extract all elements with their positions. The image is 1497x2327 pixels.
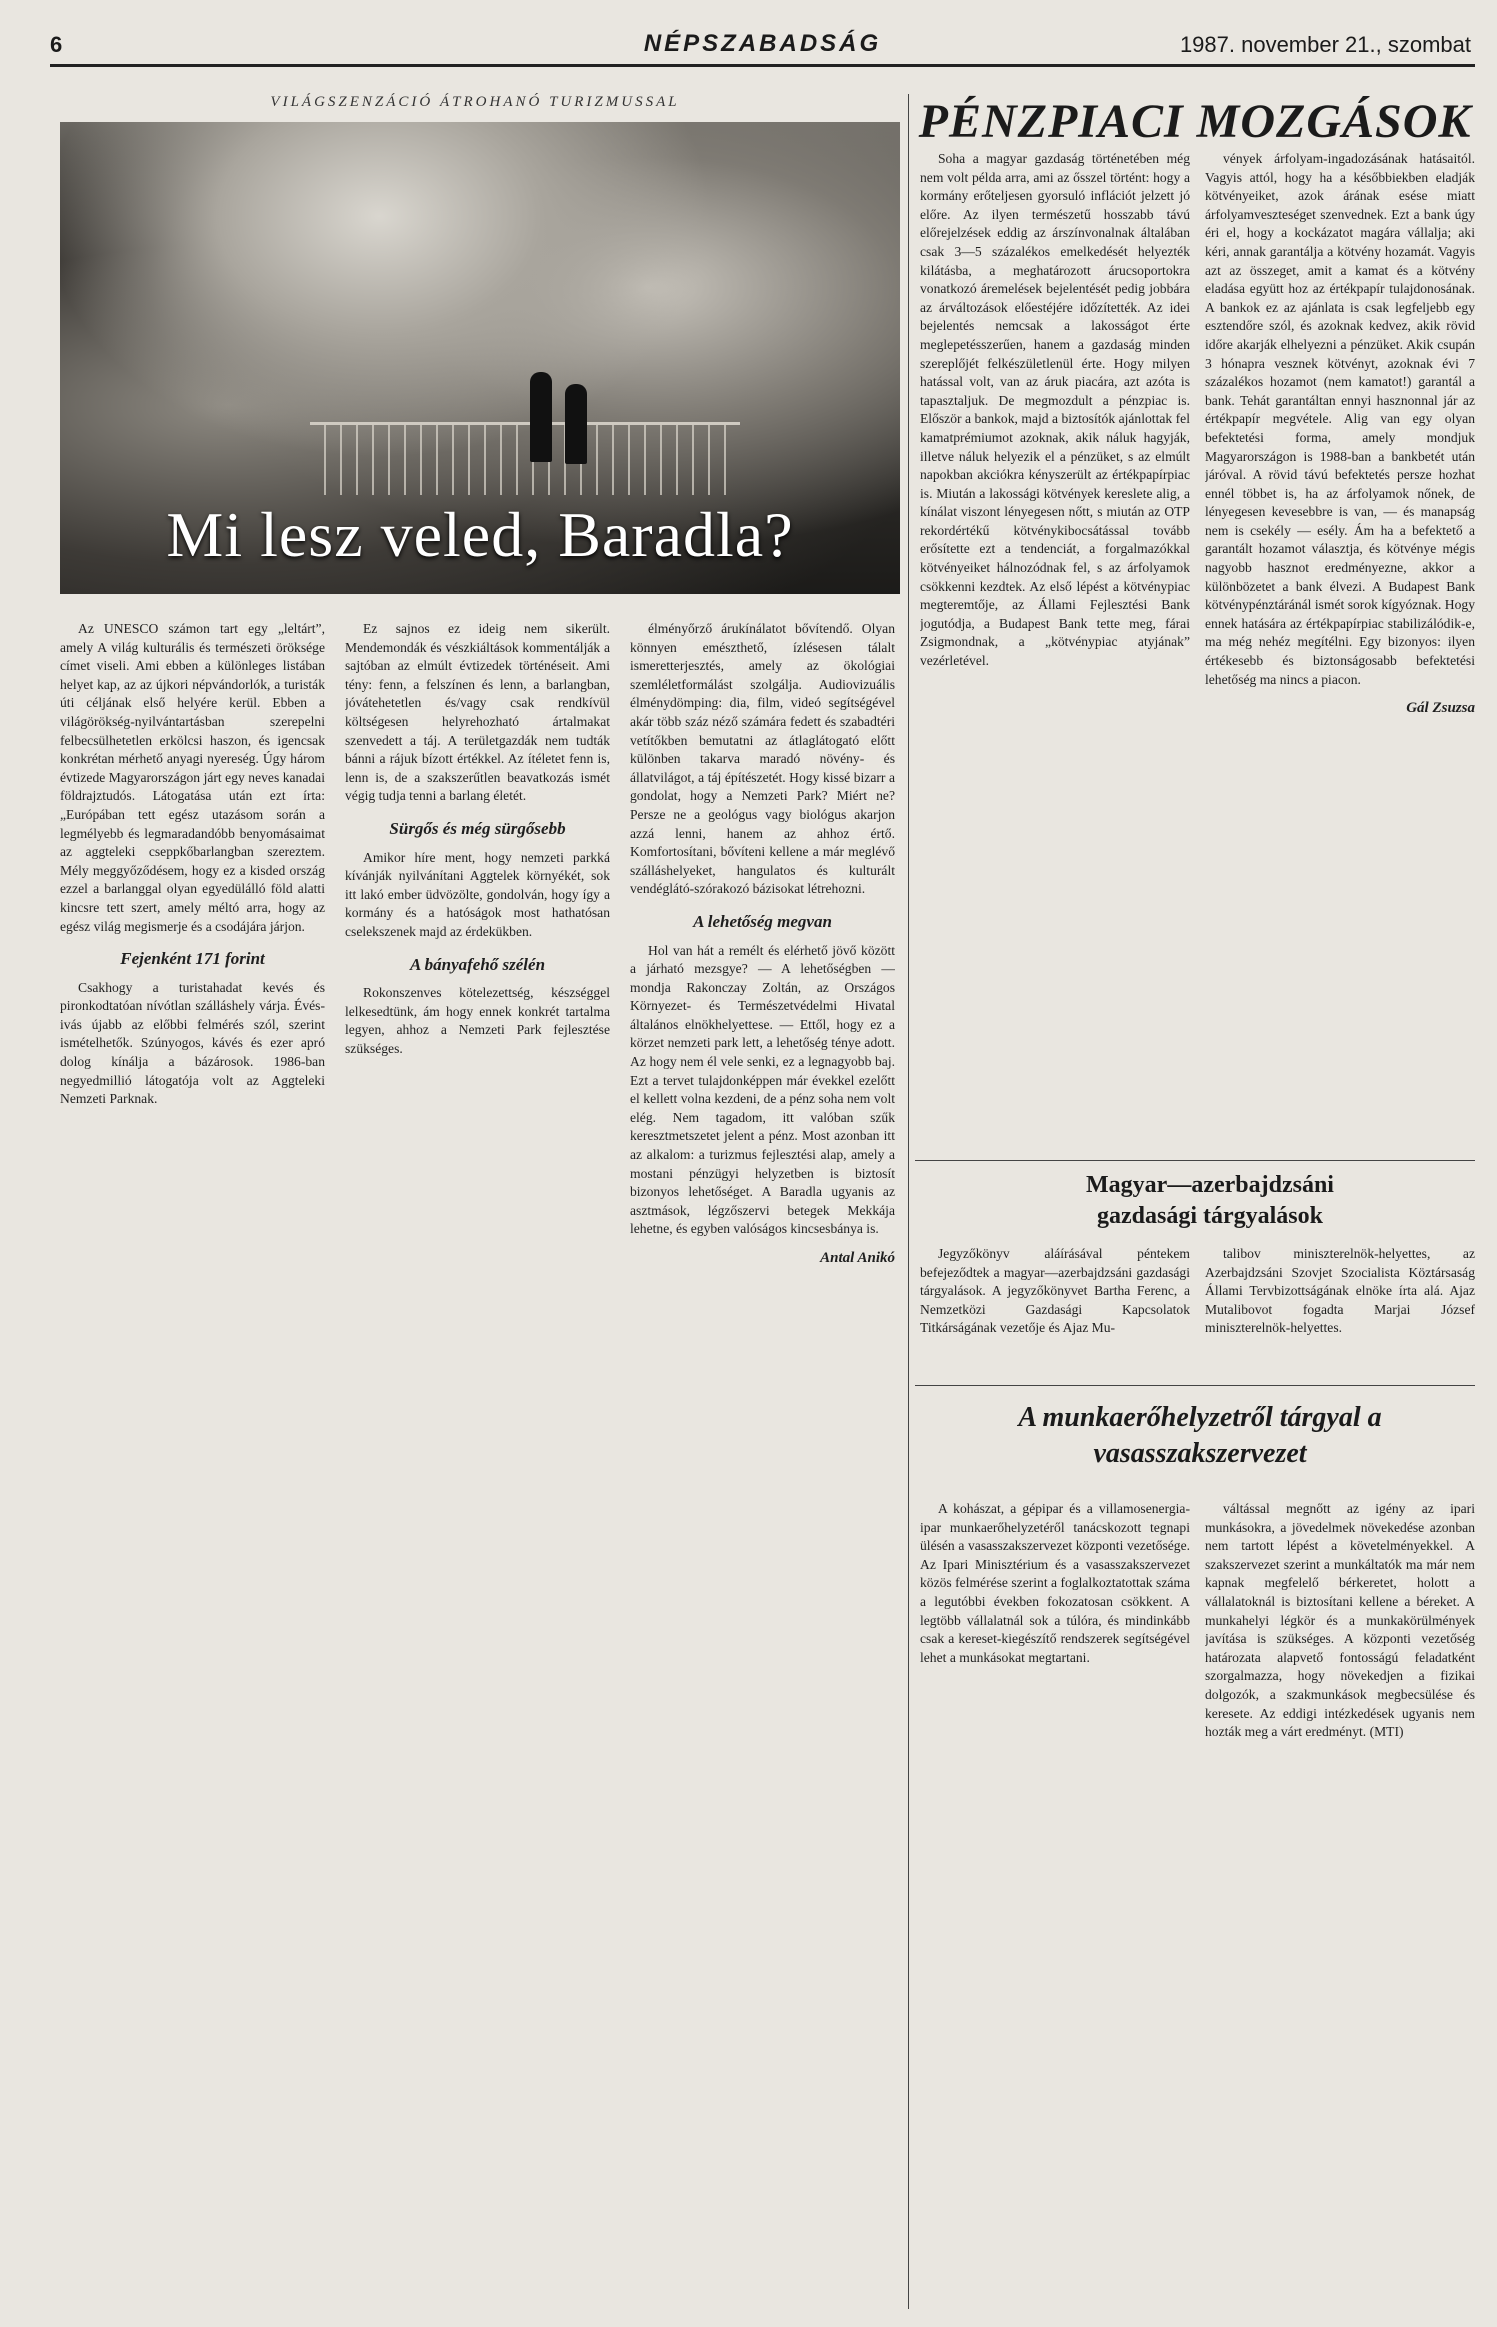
paragraph: Hol van hát a remélt és elérhető jövő között a járható mezsgye? — A lehetőségben — mondja Rakonczay Zoltán, az Országos Környezet- és Természetvédelmi Hivatal általános elnökhelyettese. — Ettől, hogy ez a körzet nemzeti park lett, a lehetőség ténye adott. Az hogy nem él vele senki, ez a legnagyobb baj. Ezt a tervet tulajdonképpen már évekkel ezelőtt el kellett volna kezdeni, de a pénz soha nem volt elég. Nem tagadom, itt valóban szűk keresztmetszetet jelent a pénz. Most azonban itt az alkalom: a turizmus fejlesztési alap, amely a mostani pénzügyi helyzetben is biztosít bizonyos lehetőséget. A Baradla ugyanis az asztmások, légzőszervi betegek Mekkája lehetne, és egyben valóságos kincsesbánya is. — [630, 942, 895, 1237]
railing-shape — [310, 422, 740, 495]
paragraph: Amikor híre ment, hogy nemzeti parkká kívánják nyilvánítani Aggtelek környékét, sok itt lakó ember üdvözölte, gondolván, hogy így a kormány és a hatóságok most hathatósan cselekszenek majd az érdekükben. — [345, 849, 610, 939]
azer-article-col-1 — [920, 1245, 1190, 1375]
right-article-col-1 — [920, 150, 1190, 1150]
person-silhouette — [565, 384, 587, 464]
vasas-article-title: A munkaerőhelyzetről tárgyal a vasasszakszervezet — [1018, 1402, 1382, 1469]
vasas-article-col-2 — [1205, 1500, 1475, 2310]
cave-photo — [60, 122, 900, 594]
paragraph: élményőrző árukínálatot bővítendő. Olyan könnyen emészthető, ízlésesen tálalt ismeretterjesztés, amely az ökológiai szemléletformálást szolgálja. Audiovizuális élménydömping: dia, film, videó segítségével akár több száz néző számára fedett és szabadtéri vetítőkben bemutatni az átlaglátogató előtt különben takarva maradó növény- és állatvilágot, a táj építészetét. Hogy kissé bizarr a gondolat, hogy a Nemzeti Park? Miért ne? Persze ne a geológus vagy biológus akarjon azzá lenni, hanem az ahhoz értő. Komfortosítani, bővíteni kellene a már meglévő szálláshelyeket, hangulatos és kulturált vendéglátó-szórakozó bázisokat létrehozni. — [630, 621, 895, 897]
subheading: A bányafehő szélén — [409, 954, 546, 974]
azer-article-col-2 — [1205, 1245, 1475, 1375]
right-article-col-2 — [1205, 150, 1475, 1150]
column-divider — [908, 94, 909, 2309]
byline: Gál Zsuzsa — [1406, 700, 1475, 717]
subheading: Fejenként 171 forint — [120, 949, 265, 969]
person-silhouette — [530, 372, 552, 462]
paragraph: Soha a magyar gazdaság történetében még nem volt példa arra, ami az ősszel történt: hogy a kormány erőteljesen gyorsuló inflációt jelzett jó előre. Az ilyen természetű hosszabb távú előrejelzések eddig az árszínvonalnak általában csak 3—5 százalékos emelkedését helyezték kilátásba, a meghatározott árucsoportokra vonatkozó áremelések bejelentését pedig jobbára az árváltozások előestéjére időzítették. Az idei bejelentés nemcsak a lakosságot érte meglepetésszerűen, hanem a gazdaság minden szereplőjét felkészületlenül érte. Hogy milyen hatással volt, van az áruk piacára, azt azóta is tapasztaljuk. De megmozdult a pénzpiac is. Először a bankok, majd a biztosítók ajánlottak fel kamatprémiumot azoknak, akik náluk hagyják, illetve náluk helyezik el a pénzüket, s az elmúlt napokban akciókra kényszerült az értékpapírpiac is. Miután a lakossági kötvények kereslete alig, a kínálat viszont lényegesen nőtt, s miután az OTP rekordértékű kötvénykibocsátással tovább erősítette ezt a tendenciát, a forgalmazókkal kötvényeiket hálnozódnak fel, s az árfolyamok csökkenni kezdtek. Az első lépést a kötvénypiac megteremtője, az Állami Fejlesztési Bank jogutódja, a Budapest Bank tette meg, fárai Zsigmondnak, a „kötvénypiac atyjának” vezérletével. — [920, 151, 1190, 669]
issue-date: 1987. november 21., szombat — [1179, 32, 1471, 57]
byline: Antal Anikó — [820, 1250, 895, 1266]
azer-article-title: Magyar—azerbajdzsáni gazdasági tárgyalások — [1086, 1172, 1334, 1229]
left-article-col-1 — [60, 620, 325, 2310]
subheading: Sürgős és még sürgősebb — [389, 818, 566, 838]
section-divider — [915, 1160, 1475, 1161]
left-article-col-3 — [630, 620, 895, 2310]
page-header — [50, 30, 1475, 67]
paragraph: vények árfolyam-ingadozásának hatásaitól. Vagyis attól, hogy ha a későbbiekben eladják kötvényeiket, azok árának esése miatt árfolyamveszteséget szenvednek. Ezt a bank úgy éri el, hogy a kockázatot magára vállalja; aki kéri, annak garantálja a kötvény hozamát. Vagyis azt az összeget, amit a kamat és a kötvény eladása együtt hoz az értékpapír tulajdonosának. A bankok ez az ajánlata is csak legfeljebb egy esztendőre szól, és azoknak kedvez, akik rövid időre akarják elhelyezni a pénzüket. Akik csupán 3 hónapra vesznek kötvényt, azoknak évi 7 százalékos hozamot (nem kamatot!) garantál a bank. Tehát garantáltan ennyi hasznonnal jár az értékpapír megvétele. Alig van egy olyan befektetési forma, amely mondjuk Magyarországon is 1988-ban a bankbetét után járóval. A rövid távú befektetés persze hozhat ennél többet is, ha az árfolyamok nőnek, de lényegesen kevesebbre is van, — és manapság nem is csekély — esély. Ám ha a befektető a garantált hozamot választja, és kötvénye mégis nagyobb hasznot eredményezne, akkor a különbözetet a bank élvezi. A Budapest Bank kötvénypénztáránál ismét sorok kígyóznak. Hogy ennek hatására az értékpapírpiac stabilizálódik-e, ma még nehéz megítélni. Egy bizonyos: ilyen értékesebb és biztonságosabb befektetési lehetőség ma nincs a piacon. — [1205, 151, 1475, 687]
left-article-col-2 — [345, 620, 610, 2310]
section-divider — [915, 1385, 1475, 1386]
vasas-article-col-1 — [920, 1500, 1190, 2310]
paragraph: A kohászat, a gépipar és a villamosenergia-ipar munkaerőhelyzetéről tanácskozott tegnapi ülésén a vasasszakszervezet központi vezetősége. Az Ipari Minisztérium és a vasasszakszervezet közös felmérése szerint a foglalkoztatottak száma a legutóbbi években fokozatosan csökkent. A legtöbb vállalatnál sok a túlóra, és mindinkább csak a kereset-kiegészítő rendszerek segítségével lehet a munkásokat megtartani. — [920, 1501, 1190, 1665]
subheading: A lehetőség megvan — [693, 911, 832, 931]
paragraph: váltással megnőtt az igény az ipari munkásokra, a jövedelmek növekedése azonban nem tartott lépést a követelményekkel. A szakszervezet szerint a munkáltatók ma már nem kapnak megfelelő bérkeretet, holott a vállalatoknál is biztosítani kellene a béreket. A munkahelyi légkör és a munkakörülmények javítása is szükséges. A központi vezetőség határozata alapvető fontosságú feladatként szorgalmazza, hogy növekedjen a fizikai dolgozók, a szakmunkások megbecsülése és keresete. Az eddigi intézkedések ugyanis nem hozták meg a várt eredményt. (MTI) — [1205, 1501, 1475, 1740]
masthead: NÉPSZABADSÁG — [643, 30, 882, 57]
right-article-title: PÉNZPIACI MOZGÁSOK — [918, 95, 1472, 148]
paragraph: Rokonszenves kötelezettség, készséggel lelkesedtünk, ám hogy ennek konkrét tartalma legyen, ahhoz a Nemzeti Park fejlesztése szükséges. — [345, 985, 610, 1056]
paragraph: Az UNESCO számon tart egy „leltárt”, amely A világ kulturális és természeti öröksége címet viseli. Ami ebben a különleges listában helyet kap, az az újkori népvándorlók, a turisták úti céljának első helyére kerül. Ebben a világörökség-nyilvántartásban szerepelni felbecsülhetetlen erkölcsi haszon, és igencsak konkrétan mérhető anyagi nyereség. Úgy három évtizede Magyarországon járt egy neves kanadai földrajztudós. Látogatása után ezt írta: „Európában tett egész utazásom során a legmélyebb és legmaradandóbb benyomásaimat az aggteleki cseppkőbarlangban szereztem. Mély meggyőződésem, hogy ez a kisded ország ezzel a barlanggal olyan egyedülálló föld alatti kincsre tett szert, amely méltó arra, hogy az egész világ megismerje és a csodájára járjon. — [60, 621, 325, 934]
page-number: 6 — [50, 32, 63, 57]
paragraph: Csakhogy a turistahadat kevés és pironkodtatóan nívótlan szálláshely várja. Évés-ivás újabb az előbbi felmérés szól, szerint ismételhetők. Szúnyogos, kávés és ezer apró dolog kínálja a bázárosok. 1986-ban negyedmillió látogatója volt az Aggteleki Nemzeti Parknak. — [60, 979, 325, 1107]
paragraph: Jegyzőkönyv aláírásával péntekem befejeződtek a magyar—azerbajdzsáni gazdasági tárgyalások. A jegyzőkönyvet Bartha Ferenc, a Nemzetközi Gazdasági Kapcsolatok Titkárságának vezetője és Ajaz Mu- — [920, 1246, 1190, 1336]
article-kicker: VILÁGSZENZÁCIÓ ÁTROHANÓ TURIZMUSSAL — [270, 94, 680, 110]
paragraph: talibov miniszterelnök-helyettes, az Azerbajdzsáni Szovjet Szocialista Köztársaság Állami Tervbizottságának elnöke írta alá. Ajaz Mutalibovot fogadta Marjai József miniszterelnök-helyettes. — [1205, 1246, 1475, 1336]
paragraph: Ez sajnos ez ideig nem sikerült. Mendemondák és vészkiáltások kommentálják a sajtóban az elmúlt évtizedek történéseit. Ami tény: fenn, a felszínen és lenn, a barlangban, jóvátehetetlen és/vagy csak rendkívül költségesen helyrehozható ártalmakat szenvedett a táj. A területgazdák nem tudták bánni a rájuk bízott értékkel. Az ítéletet fenn is, lenn is, de a szakszerűtlen beavatkozás ismét végig tudja tenni a barlang életét. — [345, 621, 610, 804]
article-headline: Mi lesz veled, Baradla? — [166, 499, 794, 570]
